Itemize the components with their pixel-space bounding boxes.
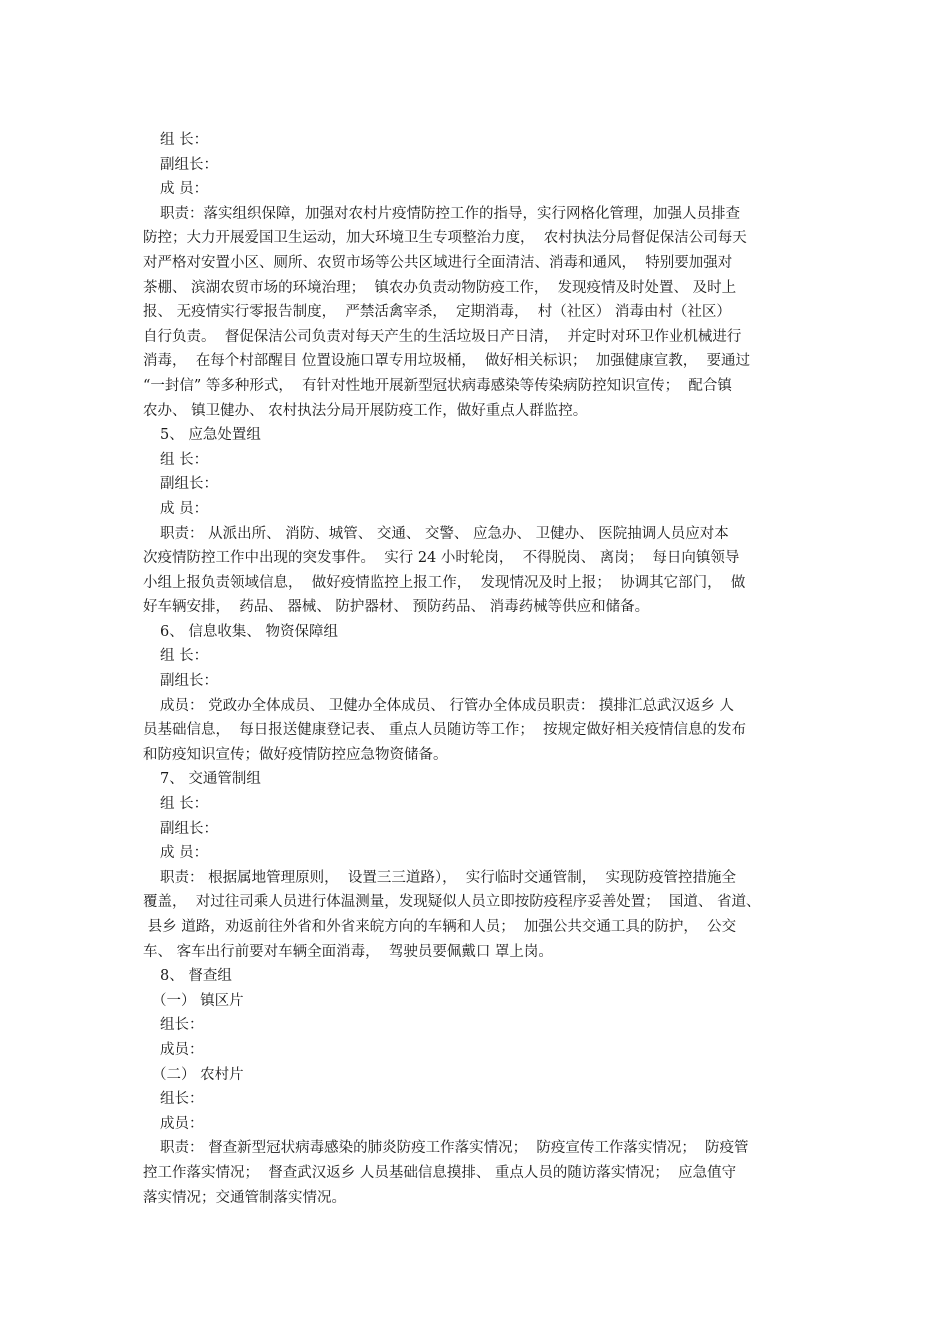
text-line: “一封信” 等多种形式， 有针对性地开展新型冠状病毒感染等传染病防控知识宣传； 配合镇	[143, 377, 732, 394]
document-body	[143, 128, 815, 1210]
text-line: 副组长：	[160, 673, 218, 690]
text-line: 副组长：	[160, 156, 218, 173]
text-line: 组 长：	[160, 132, 209, 148]
text-line: 职责： 根据属地管理原则， 设置三三道路）， 实行临时交通管制， 实现防疫管控措施全	[160, 869, 737, 886]
text-line: 成员：	[160, 1041, 204, 1058]
text-line: 组 长：	[160, 648, 209, 665]
text-line: 小组上报负责领域信息， 做好疫情监控上报工作， 发现情况及时上报； 协调其它部门， 做	[143, 574, 746, 591]
text-line: 组 长：	[160, 796, 209, 813]
text-line: 对严格对安置小区、厕所、农贸市场等公共区域进行全面清洁、消毒和通风， 特别要加强对	[143, 254, 733, 271]
text-line: （一） 镇区片	[152, 992, 244, 1009]
text-line: 5、 应急处置组	[160, 427, 261, 444]
text-line: 消毒， 在每个村部醒目 位置设施口罩专用垃圾桶， 做好相关标识； 加强健康宣教， 要通过	[143, 353, 750, 370]
text-line: 职责：落实组织保障，加强对农村片疫情防控工作的指导，实行网格化管理，加强人员排查	[160, 205, 740, 222]
text-line: 成员： 党政办全体成员、 卫健办全体成员、 行管办全体成员职责： 摸排汇总武汉返乡 人	[160, 697, 735, 714]
text-line: 成 员：	[160, 500, 209, 517]
text-line: 组 长：	[160, 451, 209, 468]
text-line: 农办、 镇卫健办、 农村执法分局开展防疫工作，做好重点人群监控。	[143, 402, 588, 419]
text-line: 自行负责。 督促保洁公司负责对每天产生的生活垃圾日产日清， 并定时对环卫作业机械进行	[143, 328, 742, 345]
text-line: 员基础信息， 每日报送健康登记表、 重点人员随访等工作； 按规定做好相关疫情信息的发布	[143, 722, 747, 739]
text-line: 组长：	[160, 1017, 204, 1034]
text-line: 成 员：	[160, 181, 209, 198]
text-line: 7、 交通管制组	[160, 771, 261, 788]
text-line: 职责： 督查新型冠状病毒感染的肺炎防疫工作落实情况； 防疫宣传工作落实情况； 防疫管	[160, 1140, 749, 1157]
text-line: 落实情况；交通管制落实情况。	[143, 1189, 346, 1206]
text-line: 和防疫知识宣传；做好疫情防控应急物资储备。	[143, 746, 448, 763]
text-line: 县乡 道路，劝返前往外省和外省来皖方向的车辆和人员； 加强公共交通工具的防护， 公交	[143, 919, 737, 935]
text-line: 覆盖， 对过往司乘人员进行体温测量，发现疑似人员立即按防疫程序妥善处置； 国道、 省道、	[143, 894, 761, 911]
text-line: 成 员：	[160, 845, 209, 862]
text-line: 副组长：	[160, 820, 218, 837]
text-line: 副组长：	[160, 476, 218, 493]
text-line: 好车辆安排， 药品、 器械、 防护器材、 预防药品、 消毒药械等供应和储备。	[143, 599, 650, 616]
text-line: 职责： 从派出所、 消防、城管、 交通、 交警、 应急办、 卫健办、 医院抽调人员应对本	[160, 525, 729, 542]
text-line: 控工作落实情况； 督查武汉返乡 人员基础信息摸排、 重点人员的随访落实情况； 应急值守	[143, 1164, 737, 1181]
text-line: 防控；大力开展爱国卫生运动，加大环境卫生专项整治力度， 农村执法分局督促保洁公司每天	[143, 230, 747, 247]
text-line: 次疫情防控工作中出现的突发事件。 实行 24 小时轮岗， 不得脱岗、 离岗； 每日向镇领导	[143, 550, 740, 567]
text-line: 组长：	[160, 1091, 204, 1108]
text-line: （二） 农村片	[152, 1066, 244, 1083]
text-line: 成员：	[160, 1115, 204, 1132]
text-line: 6、 信息收集、 物资保障组	[160, 623, 338, 640]
text-line: 8、 督查组	[160, 968, 232, 985]
text-line: 车、 客车出行前要对车辆全面消毒， 驾驶员要佩戴口 罩上岗。	[143, 943, 553, 960]
text-line: 茶棚、 滨湖农贸市场的环境治理； 镇农办负责动物防疫工作， 发现疫情及时处置、 及时上	[143, 279, 737, 296]
text-line: 报、 无疫情实行零报告制度， 严禁活禽宰杀， 定期消毒， 村（社区） 消毒由村（社区）	[143, 304, 731, 321]
